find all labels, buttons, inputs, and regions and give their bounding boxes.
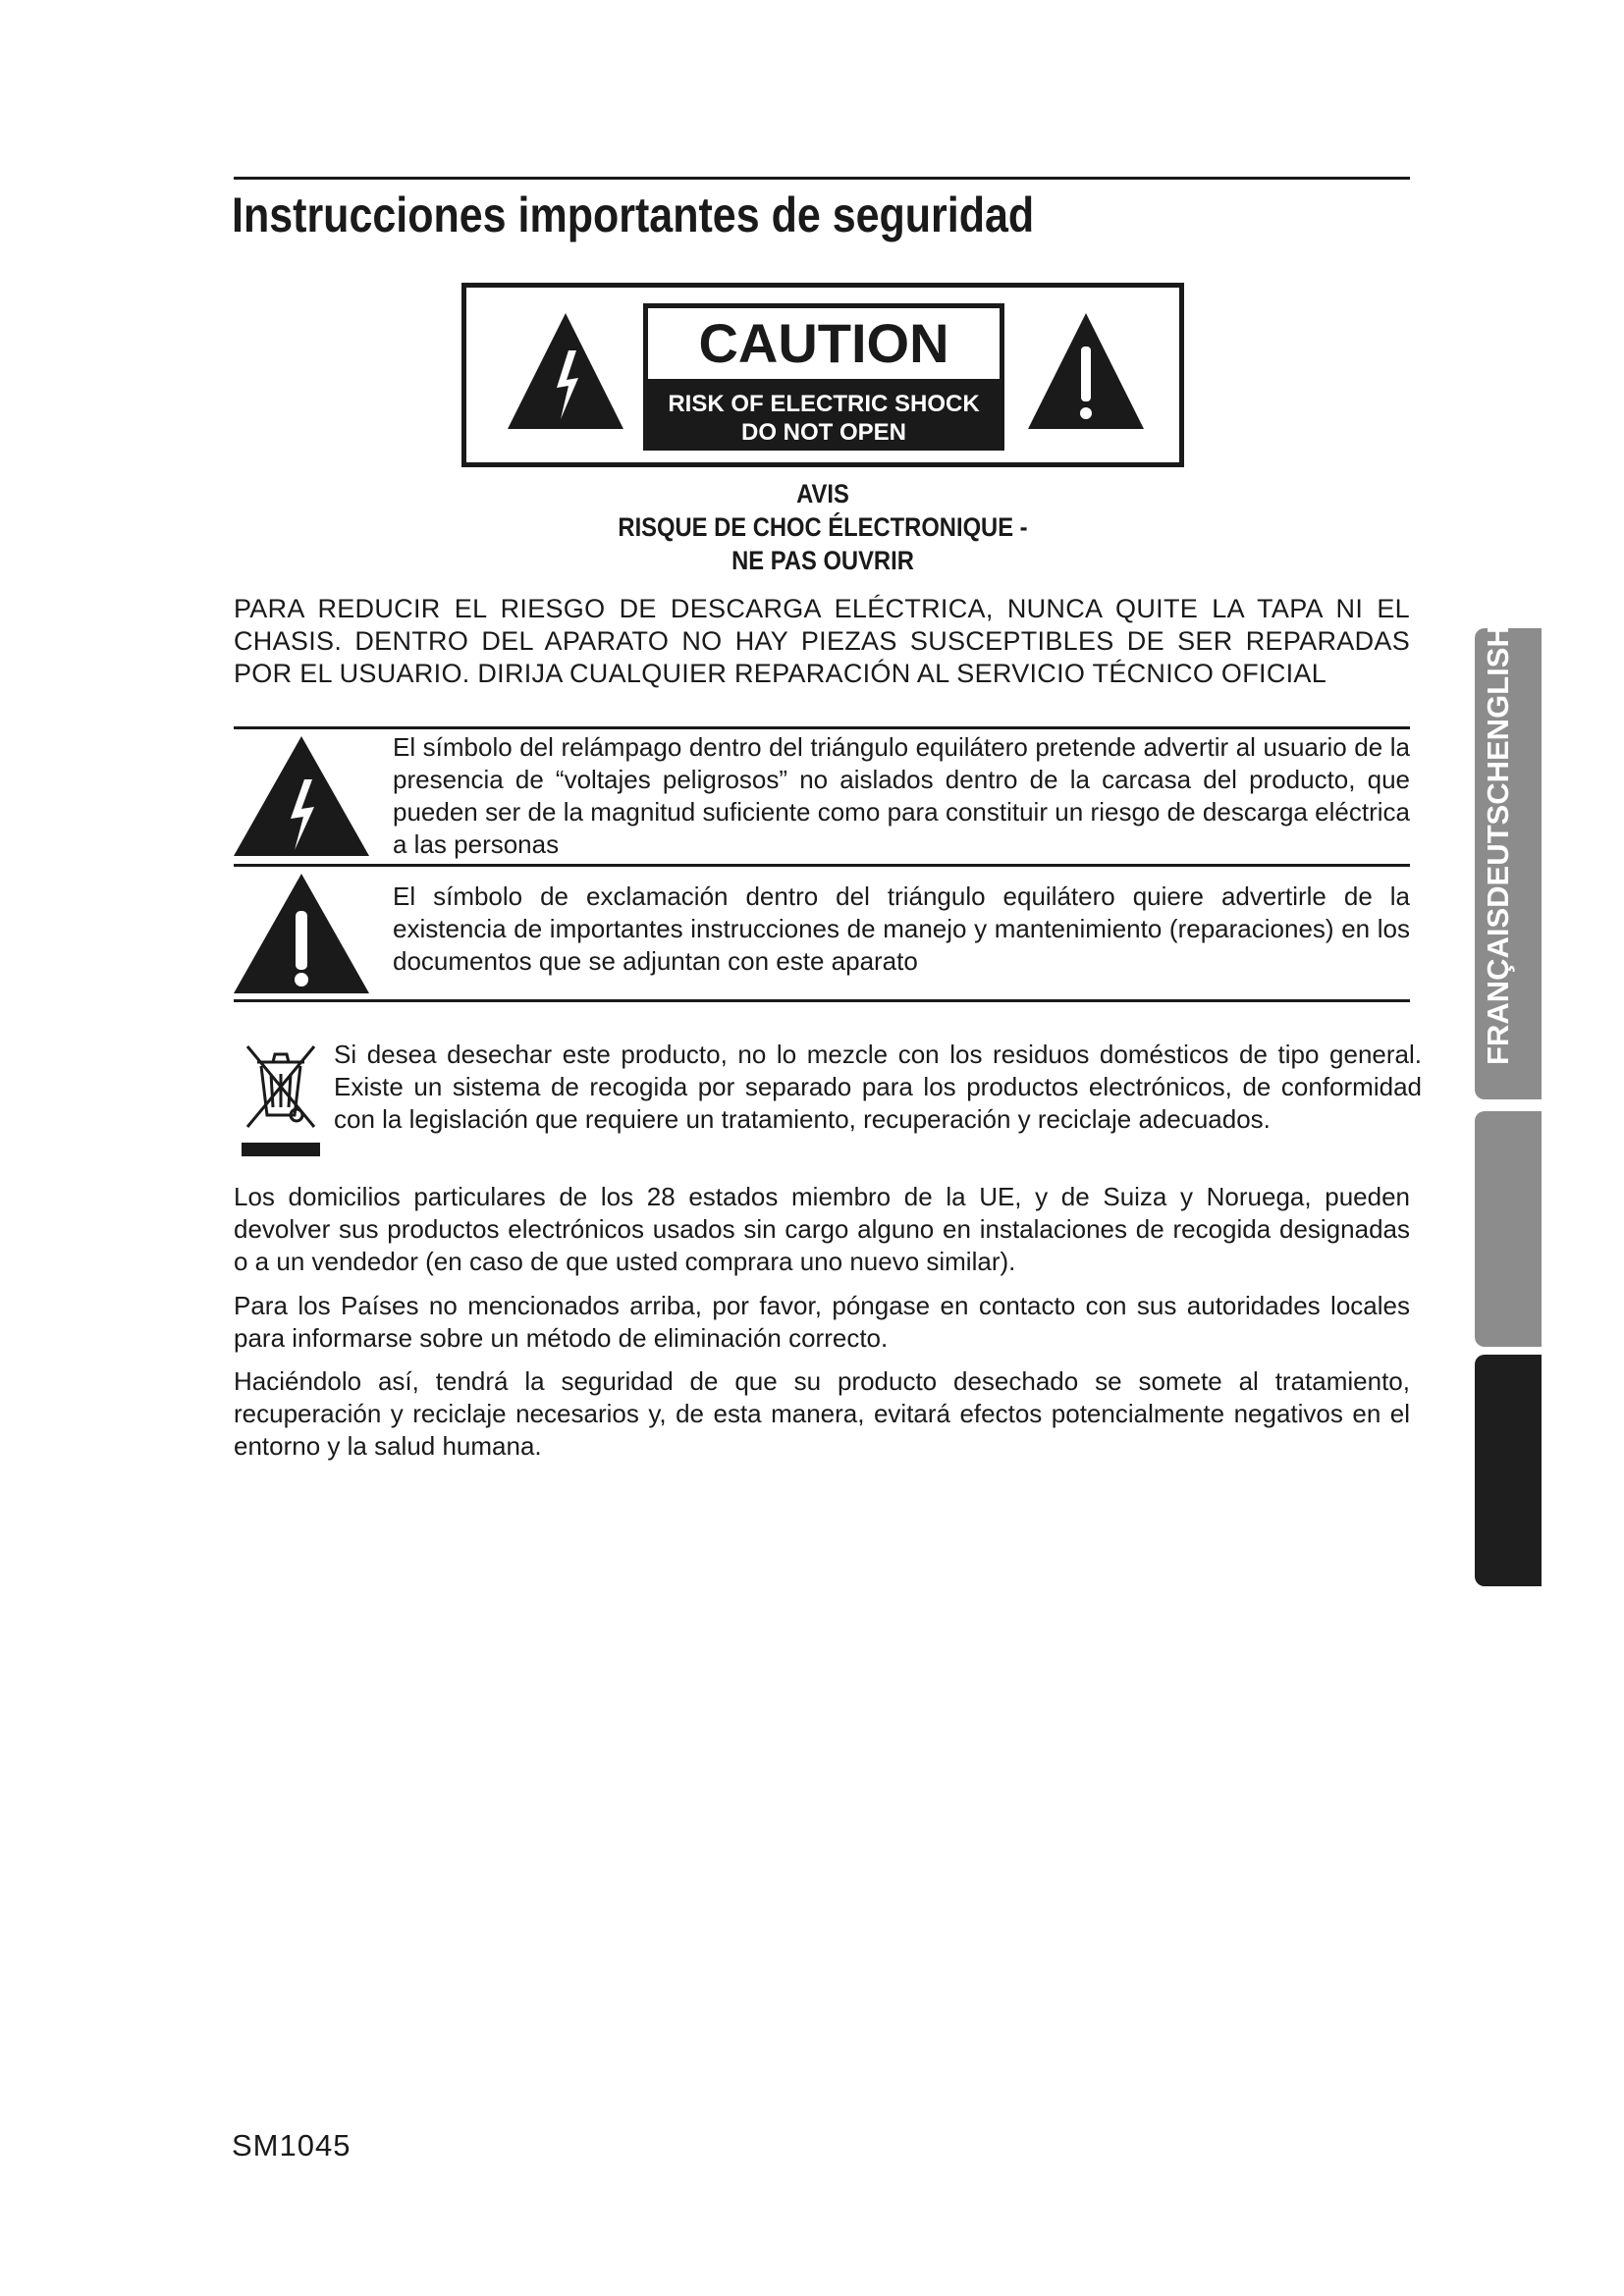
exclamation-symbol-text: El símbolo de exclamación dentro del triángulo equilátero quiere advertirle de la existencia de importantes instrucciones de manejo y mantenimiento (reparaciones) en los documentos que se adjuntan con este aparato xyxy=(393,881,1410,976)
paragraph: Haciéndolo así, tendrá la seguridad de que su producto desechado se somete al tratamiento, recuperación y reciclaje necesarios y, de esta manera, evitará efectos potencialmente negativos en el entorno y la salud humana. xyxy=(234,1366,1410,1461)
lightning-symbol-text: El símbolo del relámpago dentro del triángulo equilátero pretende advertir al usuario de la presencia de “voltajes peligrosos” no aislados dentro de la carcasa del producto, que pueden ser de la magnitud suficiente como para constituir un riesgo de descarga eléctrica a las personas xyxy=(393,732,1410,859)
shock-warning-text: PARA REDUCIR EL RIESGO DE DESCARGA ELÉCTRICA, NUNCA QUITE LA TAPA NI EL CHASIS. DENTRO DEL APARATO NO HAY PIEZAS SUSCEPTIBLES DE SER REPARADAS POR EL USUARIO. DIRIJA CUALQUIER REPARACIÓN AL SERVICIO TÉCNICO OFICIAL xyxy=(234,594,1410,688)
caution-label xyxy=(461,283,1184,467)
disposal-text: Si desea desechar este producto, no lo mezcle con los residuos domésticos de tipo general. Existe un sistema de recogida por separado para los productos electrónicos, de conformidad con la legislación que requiere un tratamiento, recuperación y reciclaje adecuados. xyxy=(334,1040,1422,1134)
exclamation-triangle-icon xyxy=(1024,309,1148,433)
caution-band xyxy=(643,384,1004,451)
lightning-triangle-icon xyxy=(232,734,371,858)
crossed-bin-icon xyxy=(242,1041,320,1164)
paragraph: Para los Países no mencionados arriba, por favor, póngase en contacto con sus autoridades locales para informarse sobre un método de eliminación correcto. xyxy=(234,1291,1410,1353)
page-title: Instrucciones importantes de seguridad xyxy=(232,187,1035,242)
caution-line-1: RISK OF ELECTRIC SHOCK xyxy=(668,391,980,417)
divider xyxy=(234,864,1410,867)
divider xyxy=(234,726,1410,729)
avis-line-1: AVIS xyxy=(796,479,849,508)
exclamation-triangle-icon xyxy=(232,872,371,995)
paragraph: Los domicilios particulares de los 28 estados miembro de la UE, y de Suiza y Noruega, pueden devolver sus productos electrónicos usados sin cargo alguno en instalaciones de recogida designadas o a un vendedor (en caso de que usted comprara uno nuevo similar). xyxy=(234,1182,1410,1276)
language-tab-active[interactable] xyxy=(1475,1355,1542,1586)
divider xyxy=(234,999,1410,1002)
lightning-triangle-icon xyxy=(504,309,627,433)
title-rule xyxy=(234,177,1410,180)
model-number: SM1045 xyxy=(232,2128,352,2163)
language-tab-label: FRANÇAISDEUTSCHENGLISHESPAÑOL xyxy=(1481,480,1515,1065)
caution-line-2: DO NOT OPEN xyxy=(740,419,906,446)
avis-line-3: NE PAS OUVRIR xyxy=(731,546,914,575)
language-tab[interactable] xyxy=(1475,1111,1542,1347)
avis-line-2: RISQUE DE CHOC ÉLECTRONIQUE - xyxy=(618,512,1028,542)
caution-heading: CAUTION xyxy=(643,303,1004,384)
